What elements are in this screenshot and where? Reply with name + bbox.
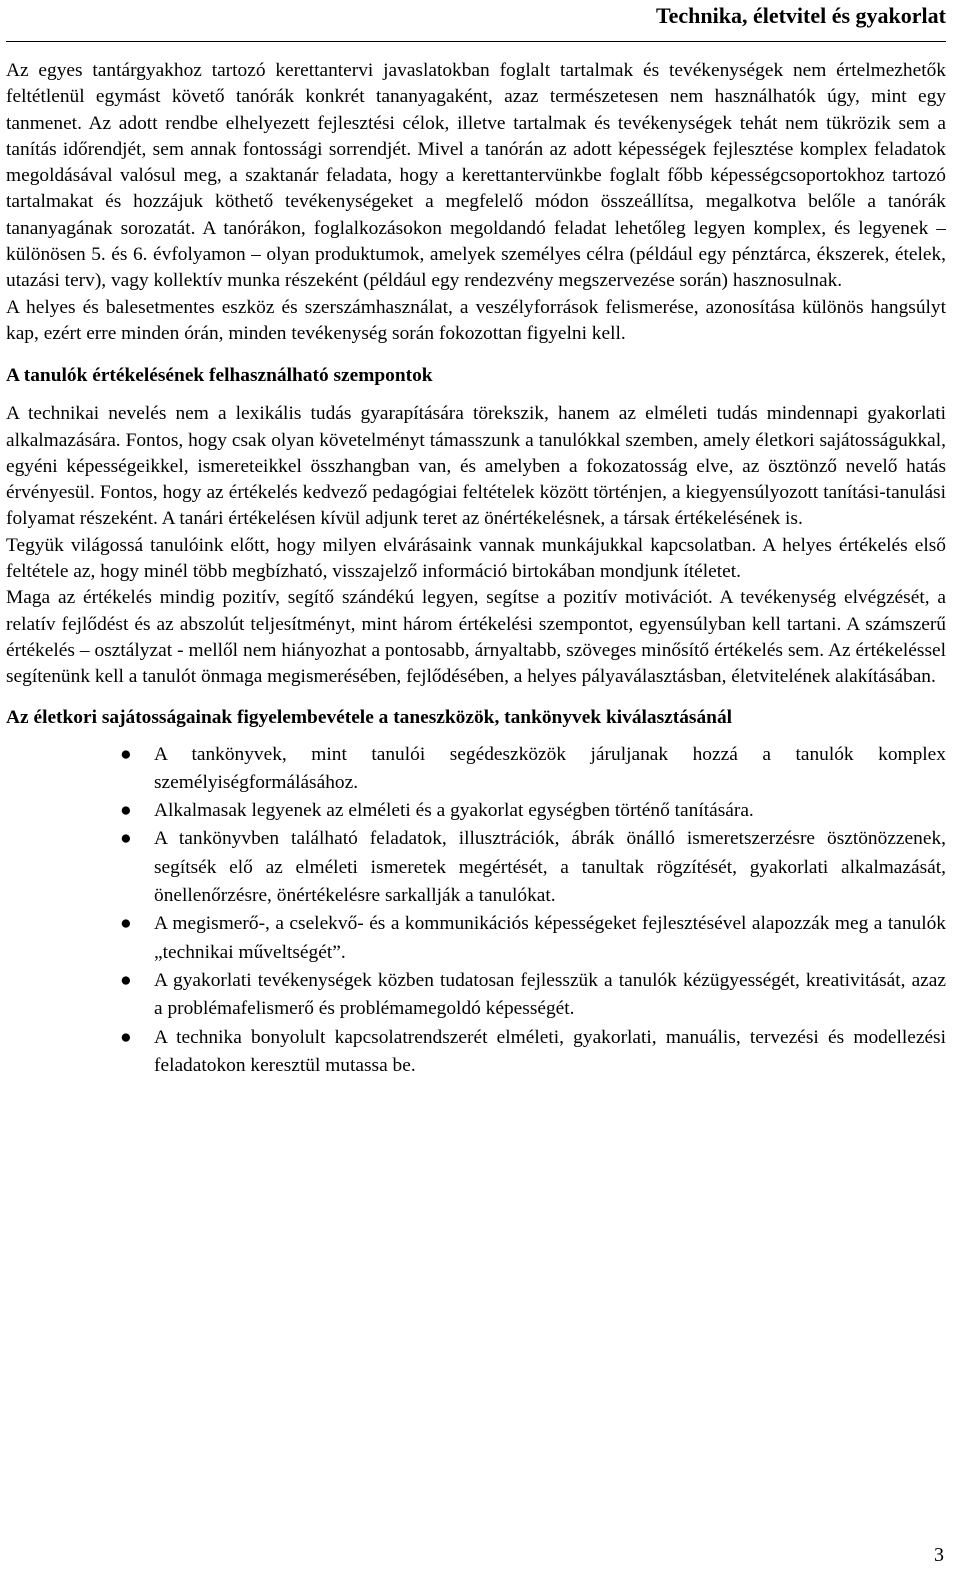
list-item: ● A tankönyvben található feladatok, illusztrációk, ábrák önálló ismeretszerzésre ösztönözzenek, segítsék elő az elméleti ismeretek megértését, a tanultak rögzítését, gyakorlati alkalmazását, önellenőrzésre, önértékelésre sarkallják a tanulókat.: [154, 825, 946, 910]
evaluation-paragraph-2: Tegyük világossá tanulóink előtt, hogy milyen elvárásaink vannak munkájukkal kapcsolatban. A helyes értékelés első feltétele az, hogy minél több megbízható, visszajelző információ birtokában mondjunk ítéletet.: [6, 534, 946, 583]
textbook-criteria-list: [6, 741, 946, 1081]
bullet-icon: ●: [120, 969, 132, 991]
bullet-icon: ●: [120, 913, 132, 935]
bullet-icon: ●: [120, 1026, 132, 1048]
evaluation-paragraph-3: Maga az értékelés mindig pozitív, segítő szándékú legyen, segítse a pozitív motivációt. A tevékenység elvégzését, a relatív fejlődést és az abszolút teljesítményt, mint három értékelési szempontot, egyensúlyban kell tartani. A számszerű értékelés – osztályzat - mellől nem hiányozhat a pontosabb, árnyaltabb, szöveges minősítő értékelés sem. Az értékeléssel segítenünk kell a tanulót önmaga megismerésében, fejlődésében, a helyes pályaválasztásban, életvitelének alakításában.: [6, 587, 946, 688]
list-item: ● A gyakorlati tevékenységek közben tudatosan fejlesszük a tanulók kézügyességét, kreativitását, azaz a problémafelismerő és problémamegoldó képességét.: [154, 967, 946, 1024]
page-number: 3: [934, 1544, 944, 1566]
intro-paragraph-1: Az egyes tantárgyakhoz tartozó kerettantervi javaslatokban foglalt tartalmak és tevékenységek nem értelmezhetők feltétlenül egymást követő tanórák konkrét tananyagaként, azaz természetesen nem használhatók úgy, mint egy tanmenet. Az adott rendbe elhelyezett fejlesztési célok, illetve tartalmak és tevékenységek tehát nem tükrözik sem a tanítás időrendjét, sem annak fontossági sorrendjét. Mivel a tanórán az adott képességek fejlesztése komplex feladatok megoldásával valósul meg, a szaktanár feladata, hogy a kerettantervünkbe foglalt főbb képességcsoportokhoz tartozó tartalmakat és hozzájuk köthető tevékenységeket a megfelelő módon összeállítsa, megalkotva belőle a tanórák tananyagának sorozatát. A tanórákon, foglalkozásokon megoldandó feladat lehetőleg legyen komplex, és legyenek – különösen 5. és 6. évfolyamon – olyan produktumok, amelyek személyes célra (például egy pénztárca, ékszerek, ételek, utazási terv), vagy kollektív munka részeként (például egy rendezvény megszervezése során) hasznosulnak.: [6, 60, 946, 292]
bullet-icon: ●: [120, 743, 132, 765]
bullet-icon: ●: [120, 828, 132, 850]
list-item: ● A technika bonyolult kapcsolatrendszerét elméleti, gyakorlati, manuális, tervezési és modellezési feladatokon keresztül mutassa be.: [154, 1024, 946, 1081]
list-item: ● Alkalmasak legyenek az elméleti és a gyakorlat egységben történő tanítására.: [154, 797, 946, 825]
evaluation-heading: A tanulók értékelésének felhasználható szempontok: [6, 365, 433, 387]
bullet-icon: ●: [120, 800, 132, 822]
evaluation-paragraph-1: A technikai nevelés nem a lexikális tudás gyarapítására törekszik, hanem az elméleti tudás mindennapi gyakorlati alkalmazására. Fontos, hogy csak olyan követelményt támasszunk a tanulókkal szemben, amely életkori sajátosságukkal, egyéni képességeikkel, ismereteikkel összhangban van, és amelyben a fokozatosság elve, az ösztönző nevelő hatás érvényesül. Fontos, hogy az értékelés kedvező pedagógiai feltételek között történjen, a kiegyensúlyozott tanítási-tanulási folyamat részeként. A tanári értékelésen kívül adjunk teret az önértékelésnek, a társak értékelésének is.: [6, 403, 946, 530]
list-item: ● A tankönyvek, mint tanulói segédeszközök járuljanak hozzá a tanulók komplex személyiségformálásához.: [154, 741, 946, 798]
age-heading: Az életkori sajátosságainak figyelembevétele a taneszközök, tankönyvek kiválasztásánál: [6, 706, 733, 728]
list-item: ● A megismerő-, a cselekvő- és a kommunikációs képességeket fejlesztésével alapozzák meg a tanulók „technikai műveltségét”.: [154, 910, 946, 967]
document-body: [6, 58, 946, 1080]
running-header: Technika, életvitel és gyakorlat: [655, 3, 946, 28]
header-divider: [6, 41, 946, 42]
intro-paragraph-2: A helyes és balesetmentes eszköz és szerszámhasználat, a veszélyforrások felismerése, azonosítása különös hangsúlyt kap, ezért erre minden órán, minden tevékenység során fokozottan figyelni kell.: [6, 296, 946, 344]
